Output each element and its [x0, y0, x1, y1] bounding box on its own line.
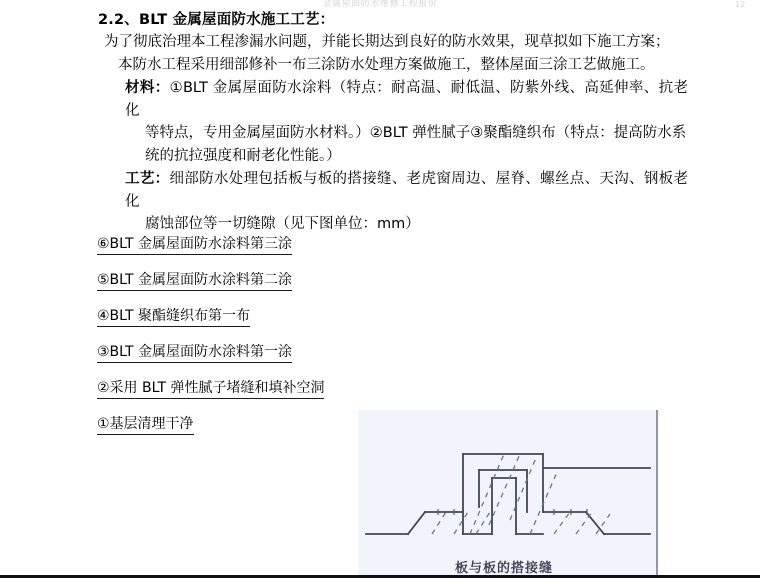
list-item-row [97, 233, 427, 269]
process-line-2: 腐蚀部位等一切缝隙（见下图单位：mm） [145, 216, 420, 232]
list-item-row [97, 341, 427, 377]
materials-line-3: 统的抗拉强度和耐老化性能。） [145, 147, 341, 164]
list-item: ③BLT 金属屋面防水涂料第一涂 [97, 344, 292, 363]
intro-line-1: 为了彻底治理本工程渗漏水问题，并能长期达到良好的防水效果，现草拟如下施工方案； [104, 34, 670, 50]
list-item: ⑤BLT 金属屋面防水涂料第二涂 [97, 272, 292, 291]
page-number: 12 [734, 0, 746, 9]
list-item: ①基层清理干净 [97, 416, 194, 435]
section-heading-text: 2.2、BLT 金属屋面防水施工工艺： [98, 12, 335, 28]
running-header [0, 0, 760, 9]
figure-caption: 板与板的搭接缝 [454, 561, 553, 576]
list-item: ④BLT 聚酯缝织布第一布 [97, 308, 250, 327]
process-paragraph [0, 167, 760, 236]
lap-joint-section-drawing [358, 410, 658, 578]
haunch-right-slope [586, 512, 604, 534]
haunch-left-slope [408, 512, 425, 534]
materials-paragraph [0, 76, 760, 167]
list-item-row [97, 305, 427, 341]
process-label: 工艺： [125, 171, 170, 187]
materials-line-1: ①BLT 金属屋面防水涂料（特点：耐高温、耐低温、防紫外线、高延伸率、抗老化 [125, 80, 689, 119]
list-item-row [97, 377, 427, 413]
intro-paragraph [0, 30, 760, 76]
intro-line-2: 本防水工程采用细部修补一布三涂防水处理方案做施工，整体屋面三涂工艺做施工。 [118, 56, 655, 73]
list-item-row [97, 269, 427, 305]
list-item: ⑥BLT 金属屋面防水涂料第三涂 [97, 236, 292, 255]
running-header-text: 金属屋面防水维修工程报价 [322, 0, 438, 9]
document-body [0, 10, 760, 236]
lap-joint-figure [358, 410, 658, 578]
materials-line-2: 等特点，专用金属屋面防水材料。）②BLT 弹性腻子③聚酯缝织布（特点：提高防水系 [145, 125, 687, 141]
materials-label: 材料： [125, 80, 170, 96]
section-heading [0, 10, 760, 30]
process-line-1: 细部防水处理包括板与板的搭接缝、老虎窗周边、屋脊、螺丝点、天沟、钢板老化 [125, 171, 689, 210]
figure-right-rule [656, 410, 658, 578]
coating-hatch-lines [432, 454, 610, 534]
list-item: ②采用 BLT 弹性腻子堵缝和填补空洞 [97, 380, 324, 399]
